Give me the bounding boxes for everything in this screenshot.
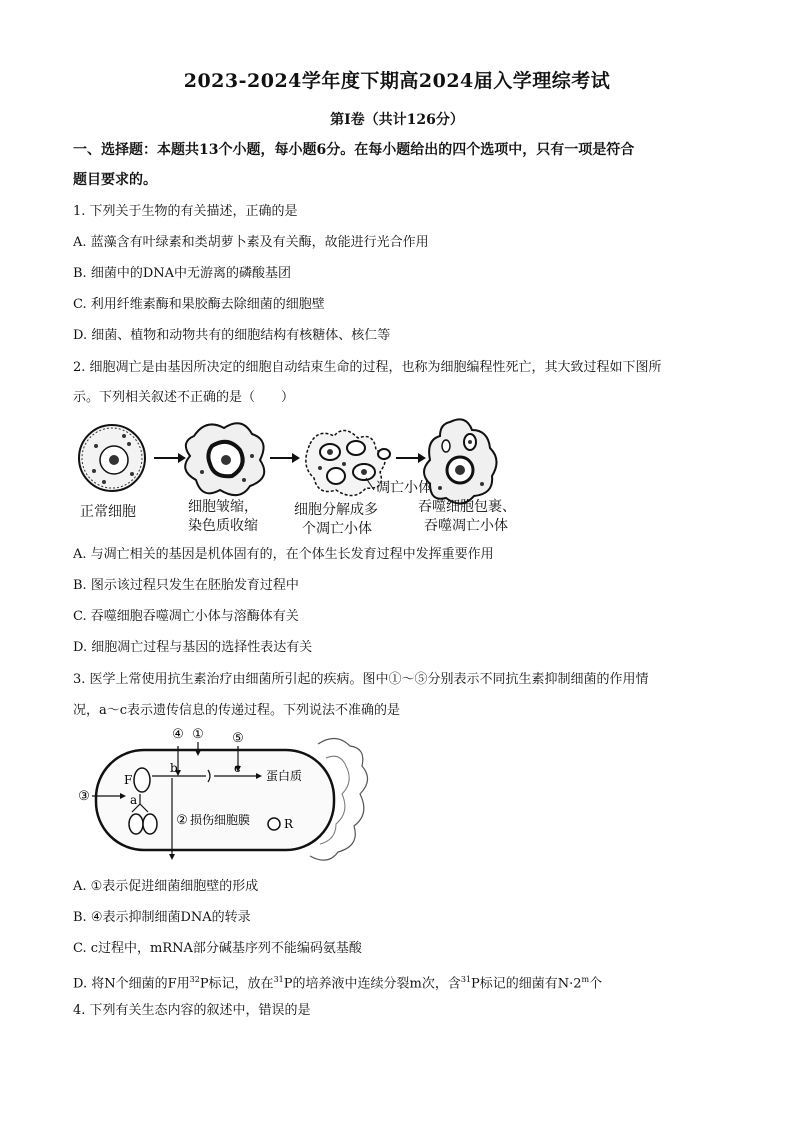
bacteria-antibiotic-figure <box>74 728 374 868</box>
label-process-c: c <box>234 761 241 775</box>
exam-title: 2023-2024学年度下期高2024届入学理综考试 <box>183 70 611 92</box>
daughter-plasmid <box>143 814 157 834</box>
shrinking-cell-drawing <box>185 423 264 495</box>
daughter-plasmid <box>129 814 143 834</box>
process-arrow <box>270 453 300 463</box>
label-circle-3: ③ <box>78 789 90 804</box>
label-process-b: b <box>170 761 178 775</box>
q4-stem: 4. 下列有关生态内容的叙述中，错误的是 <box>73 1003 311 1018</box>
label-protein: 蛋白质 <box>266 769 303 783</box>
f-plasmid <box>134 768 150 792</box>
label-circle-1: ① <box>192 728 204 742</box>
label-circle-2: ② <box>176 813 188 828</box>
stage2-label-line1: 细胞皱缩， <box>188 499 258 515</box>
q1-option-d: D. 细菌、植物和动物共有的细胞结构有核糖体、核仁等 <box>73 328 391 343</box>
section-heading-line1: 一、选择题：本题共13个小题，每小题6分。在每小题给出的四个选项中，只有一项是符合 <box>73 142 635 158</box>
label-f: F <box>124 773 133 787</box>
stage2-label-line2: 染色质收缩 <box>188 518 258 534</box>
label-membrane-damage: 损伤细胞膜 <box>190 813 251 827</box>
q3-stem-line2: 况，a～c表示遗传信息的传递过程。下列说法不准确的是 <box>73 703 401 718</box>
r-plasmid <box>268 818 280 830</box>
normal-cell-drawing <box>79 425 145 491</box>
q2-option-b: B. 图示该过程只发生在胚胎发育过程中 <box>73 578 299 593</box>
label-circle-5: ⑤ <box>232 731 244 746</box>
section-heading-line2: 题目要求的。 <box>73 172 157 188</box>
q3-option-a: A. ①表示促进细菌细胞壁的形成 <box>73 879 259 894</box>
q2-option-d: D. 细胞凋亡过程与基因的选择性表达有关 <box>73 640 313 655</box>
volume-subtitle: 第Ⅰ卷（共计126分） <box>330 112 464 128</box>
q3-option-b: B. ④表示抑制细菌DNA的转录 <box>73 910 251 925</box>
label-circle-4: ④ <box>172 728 184 742</box>
label-r: R <box>284 817 294 831</box>
q1-option-a: A. 蓝藻含有叶绿素和类胡萝卜素及有关酶，故能进行光合作用 <box>73 235 429 250</box>
q2-option-a: A. 与凋亡相关的基因是机体固有的，在个体生长发育过程中发挥重要作用 <box>73 547 494 562</box>
q3-option-c: C. c过程中，mRNA部分碱基序列不能编码氨基酸 <box>73 941 362 956</box>
q2-option-c: C. 吞噬细胞吞噬凋亡小体与溶酶体有关 <box>73 609 299 624</box>
q2-stem-line1: 2. 细胞凋亡是由基因所决定的细胞自动结束生命的过程，也称为细胞编程性死亡，其大致过程如下图所 <box>73 360 662 375</box>
stage3-label-line1: 细胞分解成多 <box>294 502 378 518</box>
q1-option-b: B. 细菌中的DNA中无游离的磷酸基团 <box>73 266 292 281</box>
callout-label: 凋亡小体 <box>376 480 432 496</box>
stage1-label: 正常细胞 <box>80 504 136 520</box>
phagocyte-drawing <box>424 419 497 503</box>
stage4-label-line1: 吞噬细胞包裹、 <box>418 499 516 515</box>
q1-stem: 1. 下列关于生物的有关描述，正确的是 <box>73 204 298 219</box>
stage3-label-line2: 个凋亡小体 <box>302 521 372 537</box>
q3-stem-line1: 3. 医学上常使用抗生素治疗由细菌所引起的疾病。图中①～⑤分别表示不同抗生素抑制细菌的作用情 <box>73 672 649 687</box>
q3-option-d: D. 将N个细菌的F用$^{32}$P标记，放在$^{31}$P的培养液中连续分裂m次，含$^{31}$P标记的细菌有$N\cdot 2^m$个 <box>73 975 603 992</box>
label-process-a: a <box>130 793 138 807</box>
q1-option-c: C. 利用纤维素酶和果胶酶去除细菌的细胞壁 <box>73 297 325 312</box>
stage4-label-line2: 吞噬凋亡小体 <box>424 518 508 534</box>
process-arrow <box>154 453 186 463</box>
process-arrow <box>396 453 426 463</box>
q2-stem-line2: 示。下列相关叙述不正确的是（ ） <box>73 390 295 405</box>
